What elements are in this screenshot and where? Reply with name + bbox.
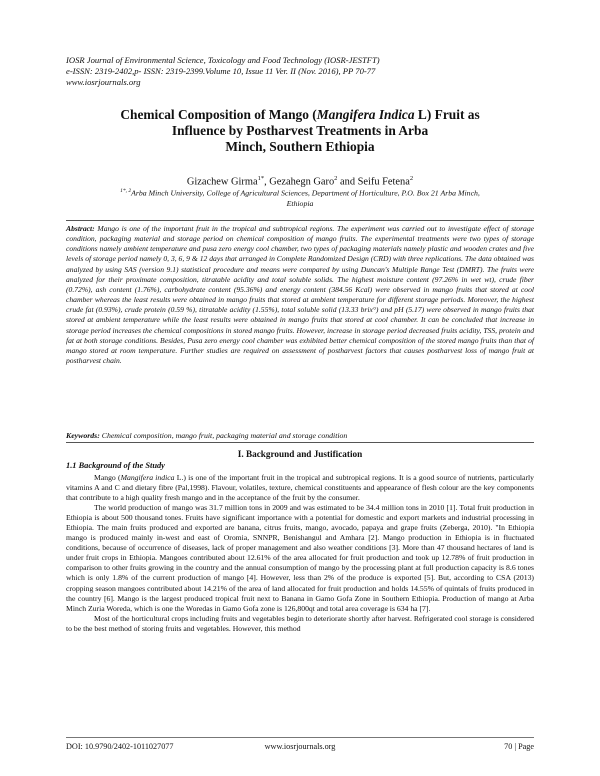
author-3: Seifu Fetena <box>357 176 410 188</box>
p1-pre: Mango ( <box>94 473 121 482</box>
keywords-text: Chemical composition, mango fruit, packaging material and storage condition <box>99 431 348 440</box>
author-2: Gezahegn Garo <box>269 176 335 188</box>
issn-line: e-ISSN: 2319-2402,p- ISSN: 2319-2399.Volume 10, Issue 11 Ver. II (Nov. 2016), PP 70-77 <box>66 66 376 76</box>
keywords <box>66 431 534 441</box>
body-text <box>66 473 534 634</box>
keywords-label: Keywords: <box>66 431 100 440</box>
p1-post: L.) is one of the important fruit in the tropical and subtropical regions. It is a good source of nutrients, particularly vitamins A and C and dietary fibre (Pal,1998). Flavour, volatiles, texture, chemical constituents and appearance of flesh colour are the key components that contribute to a high quality fresh mango and in the acceptance of the fruit by the consumer. <box>66 473 534 503</box>
abstract <box>66 224 534 366</box>
affiliation <box>80 186 520 209</box>
section-heading: I. Background and Justification <box>237 449 363 459</box>
affiliation-line2: Ethiopia <box>286 198 314 208</box>
journal-name: IOSR Journal of Environmental Science, Toxicology and Food Technology (IOSR-JESTFT) <box>66 55 380 65</box>
affiliation-line1: Arba Minch University, College of Agricultural Sciences, Department of Horticulture, P.O. Box 21 Arba Minch, <box>131 188 480 198</box>
author-2-sup: 2 <box>334 175 338 182</box>
body-paragraph-1 <box>66 473 534 503</box>
author-3-sup: 2 <box>409 175 414 182</box>
title-line1-italic: Mangifera Indica <box>316 107 415 122</box>
title-line1-post: L) Fruit as <box>414 107 480 122</box>
abstract-label: Abstract: <box>66 224 95 233</box>
abstract-top-rule <box>66 220 534 221</box>
journal-website: www.iosrjournals.org <box>66 77 141 87</box>
author-1: Gizachew Girma <box>186 176 258 188</box>
footer-site: www.iosrjournals.org <box>264 742 336 751</box>
body-paragraph-2: The world production of mango was 31.7 million tons in 2009 and was estimated to be 34.4 million tons in 2010 [1]. Total fruit production in Ethiopia is about 500 thousand tones. Fruits have significant importance with a potential for domestic and export markets and industrial processing in Ethiopia. The main fruits produced and exported are banana, citrus fruits, mango, avocado, papaya and grape fruits (Zeberga, 2010). "In Ethiopia mango is produced mainly in-west and east of Oromia, SNNPR, Benishangul and Amhara [2]. Mango production in Ethiopia is in fluctuated conditions, because of occurrence of diseases, lack of proper management and also weather conditions [3]. More than 47 thousand hectares of land is under fruit crops in Ethiopia. Mangoes contributed about 12.61% of the area allocated for fruit production and took up 12.78% of fruit production in comparison to other fruits growing in the country and the annual consumption of mango by the processing plant at full production capacity is 8.6 tones which is only 1.8% of the current production of mango [4]. However, less than 2% of the produce is exported [5]. But, according to CSA (2013) cropping season mangoes contributed about 14.21% of the area of land allocated for fruit production and holds 14.55% of quintals of fruits produced in the country [6]. Mango is the largest produced tropical fruit next to Banana in Gamo Gofa Zone in Southern Ethiopia. Production of mango at Arba Minch Zuria Woreda, which is one the Woredas in Gamo Gofa zone is 126,800qt and total area coverage is 634 ha [7]. <box>66 503 534 613</box>
title-line1-pre: Chemical Composition of Mango ( <box>120 107 317 122</box>
journal-header <box>66 55 536 88</box>
title-line2: Influence by Postharvest Treatments in Arba <box>171 123 429 138</box>
footer-doi: DOI: 10.9790/2402-1011027077 <box>66 742 174 751</box>
title-line3: Minch, Southern Ethiopia <box>225 139 375 154</box>
keywords-bottom-rule <box>66 442 534 443</box>
p1-italic: Mangifera indica <box>120 473 175 482</box>
body-paragraph-3: Most of the horticultural crops including fruits and vegetables begin to deteriorate shortly after harvest. Refrigerated cool storage is considered to be the best method of storing fruits and vegetables. However, this method <box>66 613 534 633</box>
subsection-heading: 1.1 Background of the Study <box>66 461 165 470</box>
abstract-text: Mango is one of the important fruit in the tropical and subtropical regions. The experiment was carried out to investigate effect of storage condition, packaging material and storage period on chemical composition of mango fruits. The experimental treatments were two types of storage conditions namely ambient temperature and pusa zero energy cool chamber, two types of packaging materials namely plastic and wooden crates and five levels of storage period namely 0, 3, 6, 9 & 12 days that arranged in Complete Randomized Design (CRD) with three replications. The data obtained was analyzed by using SAS (version 9.1) statistical procedure and means were compared by using Duncan's Multiple Range Test (DMRT). The fruits were analyzed for their proximate composition, titratable acidity and total soluble solids. The highest moisture content (97.26% in wet wt), crude fiber (0.72%), ash content (1.76%), carbohydrate content (95.36%) and energy content (384.56 Kcal) were observed in mango fruits that stored at cool chamber whereas the least results were obtained in mango fruits that stored at ambient temperature for different storage periods. Moreover, the highest crude fat (0.93%), crude protein (0.59 %), titratable acidity (1.55%), total soluble solid (13.33 brix°) and pH (5.17) were observed in mango fruits that stored at ambient temperature while the least results were obtained in mango fruits that stored at cool chamber. It can be concluded that increase in storage period increases the chemical compositions in stored mango fruits. However, increase in storage period decreased fruits acidity, TSS, protein and fat at both storage conditions. Besides, Pusa zero energy cool chamber was exhibited better chemical composition of the stored mango fruits than that of mango stored at room temperature. Further studies are required on assessment of postharvest factors that causes postharvest loss of mango fruit at postharvest chain. <box>66 224 534 366</box>
paper-title <box>60 107 540 155</box>
author-sep: , <box>264 176 270 188</box>
author-sep-and: and <box>337 176 358 188</box>
footer-page: 70 | Page <box>504 742 534 751</box>
footer-rule <box>66 737 534 738</box>
affiliation-sup: 1*, 2 <box>120 188 132 194</box>
author-1-sup: 1* <box>257 175 265 182</box>
